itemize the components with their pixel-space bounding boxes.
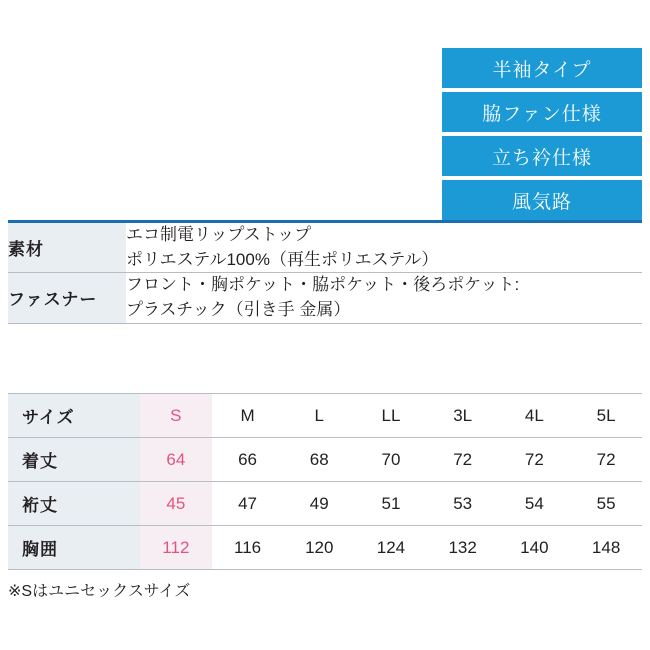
size-cell-chest-m: 116 <box>212 526 284 570</box>
size-cell-length-m: 66 <box>212 438 284 482</box>
table-row <box>8 482 642 526</box>
spec-table-section <box>8 220 642 324</box>
size-cell-length-5l: 72 <box>570 438 642 482</box>
size-cell-chest-3l: 132 <box>427 526 499 570</box>
table-row <box>8 273 642 323</box>
size-column-header-m: M <box>212 394 284 438</box>
size-cell-chest-s: 112 <box>140 526 212 570</box>
spec-table <box>8 223 642 324</box>
footnote: ※Sはユニセックスサイズ <box>8 583 191 600</box>
feature-badge-stand-collar: 立ち衿仕様 <box>442 136 642 176</box>
spec-value-fastener-line-2: プラスチック（引き手 金属） <box>126 299 351 319</box>
size-cell-length-4l: 72 <box>499 438 571 482</box>
size-cell-sleeve-ll: 51 <box>355 482 427 526</box>
size-cell-length-s: 64 <box>140 438 212 482</box>
spec-value-material-line-1: エコ制電リップストップ <box>126 225 312 244</box>
size-cell-sleeve-5l: 55 <box>570 482 642 526</box>
size-column-header-5l: 5L <box>570 394 642 438</box>
spec-label-material: 素材 <box>8 223 126 273</box>
size-table <box>8 393 642 570</box>
size-cell-chest-4l: 140 <box>499 526 571 570</box>
spec-value-material-line-2: ポリエステル100%（再生ポリエステル） <box>126 249 439 269</box>
size-row-label-length: 着丈 <box>8 438 140 482</box>
size-cell-sleeve-3l: 53 <box>427 482 499 526</box>
size-column-header-s: S <box>140 394 212 438</box>
spec-value-fastener <box>126 273 642 323</box>
feature-badge-list <box>442 48 642 220</box>
size-cell-sleeve-4l: 54 <box>499 482 571 526</box>
size-column-header-3l: 3L <box>427 394 499 438</box>
size-table-header-row <box>8 394 642 438</box>
spec-label-fastener: ファスナー <box>8 273 126 323</box>
size-cell-length-ll: 70 <box>355 438 427 482</box>
size-column-header-ll: LL <box>355 394 427 438</box>
spec-value-fastener-line-1: フロント・胸ポケット・脇ポケット・後ろポケット: <box>126 275 520 295</box>
size-cell-sleeve-m: 47 <box>212 482 284 526</box>
size-cell-chest-ll: 124 <box>355 526 427 570</box>
size-row-label-chest: 胸囲 <box>8 526 140 570</box>
size-cell-sleeve-l: 49 <box>283 482 355 526</box>
feature-badge-short-sleeve: 半袖タイプ <box>442 48 642 88</box>
size-cell-length-l: 68 <box>283 438 355 482</box>
size-column-header-4l: 4L <box>499 394 571 438</box>
size-column-header-l: L <box>283 394 355 438</box>
spec-value-material <box>126 223 642 273</box>
feature-badge-air-path: 風気路 <box>442 180 642 220</box>
size-row-label-sleeve: 裄丈 <box>8 482 140 526</box>
feature-badge-side-fan: 脇ファン仕様 <box>442 92 642 132</box>
table-row <box>8 223 642 273</box>
size-cell-sleeve-s: 45 <box>140 482 212 526</box>
size-cell-chest-l: 120 <box>283 526 355 570</box>
size-cell-length-3l: 72 <box>427 438 499 482</box>
size-table-section <box>8 393 642 570</box>
size-cell-chest-5l: 148 <box>570 526 642 570</box>
table-row <box>8 526 642 570</box>
table-row <box>8 438 642 482</box>
size-table-header-label: サイズ <box>8 394 140 438</box>
